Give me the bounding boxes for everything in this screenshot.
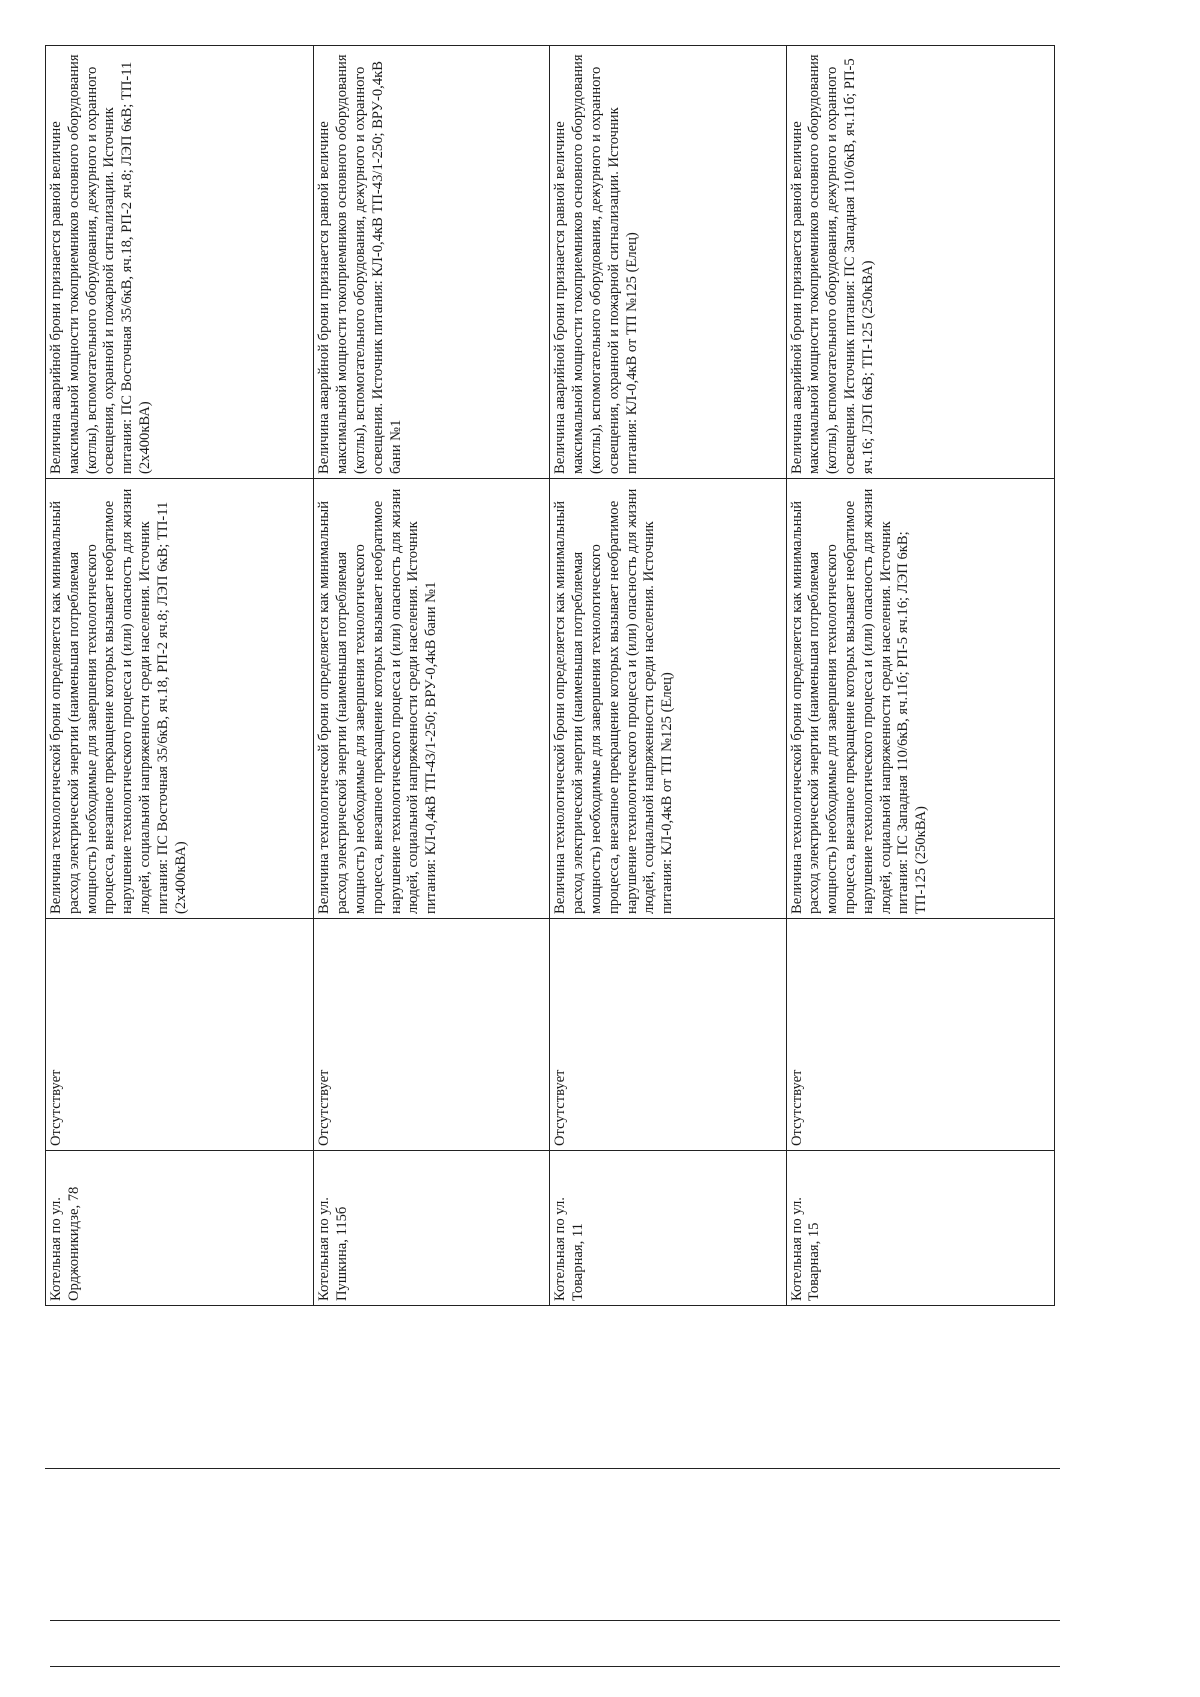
table-row xyxy=(550,46,786,1306)
emergency-reserve-cell: Величина аварийной брони признается равной величине максимальной мощности токоприемников основного оборудования (котлы), вспомогательного оборудования, дежурного и охранного освещения. Источник питания: ПС Западная 110/6кВ, яч.11б; РП-5 яч.16; ЛЭП 6кВ; ТП-125 (250кВА) xyxy=(786,46,1054,479)
tech-reserve-cell: Величина технологической брони определяется как минимальный расход электрической энергии (наименьшая потребляемая мощность) необходимые для завершения технологического процесса, внезапное прекращение которых вызывает необратимое нарушение технологического процесса и (или) опасность для жизни людей, социальной напряженности среди населения. Источник питания: ПС Восточная 35/6кВ, яч.18, РП-2 яч.8; ЛЭП 6кВ; ТП-11 (2х400кВА) xyxy=(46,479,314,919)
table-row xyxy=(46,46,314,1306)
emergency-note-cell: Отсутствует xyxy=(314,919,550,1151)
power-reserve-table xyxy=(45,45,1055,1306)
tech-reserve-cell: Величина технологической брони определяется как минимальный расход электрической энергии (наименьшая потребляемая мощность) необходимые для завершения технологического процесса, внезапное прекращение которых вызывает необратимое нарушение технологического процесса и (или) опасность для жизни людей, социальной напряженности среди населения. Источник питания: КЛ-0,4кВ ТП-43/1-250; ВРУ-0,4кВ бани №1 xyxy=(314,479,550,919)
table-row xyxy=(314,46,550,1306)
tech-reserve-cell: Величина технологической брони определяется как минимальный расход электрической энергии (наименьшая потребляемая мощность) необходимые для завершения технологического процесса, внезапное прекращение которых вызывает необратимое нарушение технологического процесса и (или) опасность для жизни людей, социальной напряженности среди населения. Источник питания: КЛ-0,4кВ от ТП №125 (Елец) xyxy=(550,479,786,919)
object-name-cell: Котельная по ул. Орджоникидзе, 78 xyxy=(46,1151,314,1306)
table-row xyxy=(786,46,1054,1306)
emergency-reserve-cell: Величина аварийной брони признается равной величине максимальной мощности токоприемников основного оборудования (котлы), вспомогательного оборудования, дежурного и охранного освещения, охранной и пожарной сигнализации. Источник питания: ПС Восточная 35/6кВ, яч.18, РП-2 яч.8; ЛЭП 6кВ; ТП-11 (2х400кВА) xyxy=(46,46,314,479)
object-name-cell: Котельная по ул. Товарная, 11 xyxy=(550,1151,786,1306)
emergency-note-cell: Отсутствует xyxy=(550,919,786,1151)
object-name-cell: Котельная по ул. Товарная, 15 xyxy=(786,1151,1054,1306)
emergency-reserve-cell: Величина аварийной брони признается равной величине максимальной мощности токоприемников основного оборудования (котлы), вспомогательного оборудования, дежурного и охранного освещения. Источник питания: КЛ-0,4кВ ТП-43/1-250; ВРУ-0,4кВ бани №1 xyxy=(314,46,550,479)
divider-line xyxy=(50,1620,1060,1621)
tech-reserve-cell: Величина технологической брони определяется как минимальный расход электрической энергии (наименьшая потребляемая мощность) необходимые для завершения технологического процесса, внезапное прекращение которых вызывает необратимое нарушение технологического процесса и (или) опасность для жизни людей, социальной напряженности среди населения. Источник питания: ПС Западная 110/6кВ, яч.11б; РП-5 яч.16; ЛЭП 6кВ; ТП-125 (250кВА) xyxy=(786,479,1054,919)
divider-line xyxy=(50,1666,1060,1667)
divider-line xyxy=(45,1468,1060,1469)
emergency-reserve-cell: Величина аварийной брони признается равной величине максимальной мощности токоприемников основного оборудования (котлы), вспомогательного оборудования, дежурного и охранного освещения, охранной и пожарной сигнализации. Источник питания: КЛ-0,4кВ от ТП №125 (Елец) xyxy=(550,46,786,479)
rotated-page-content xyxy=(45,46,1055,1306)
emergency-note-cell: Отсутствует xyxy=(786,919,1054,1151)
emergency-note-cell: Отсутствует xyxy=(46,919,314,1151)
object-name-cell: Котельная по ул. Пушкина, 115б xyxy=(314,1151,550,1306)
